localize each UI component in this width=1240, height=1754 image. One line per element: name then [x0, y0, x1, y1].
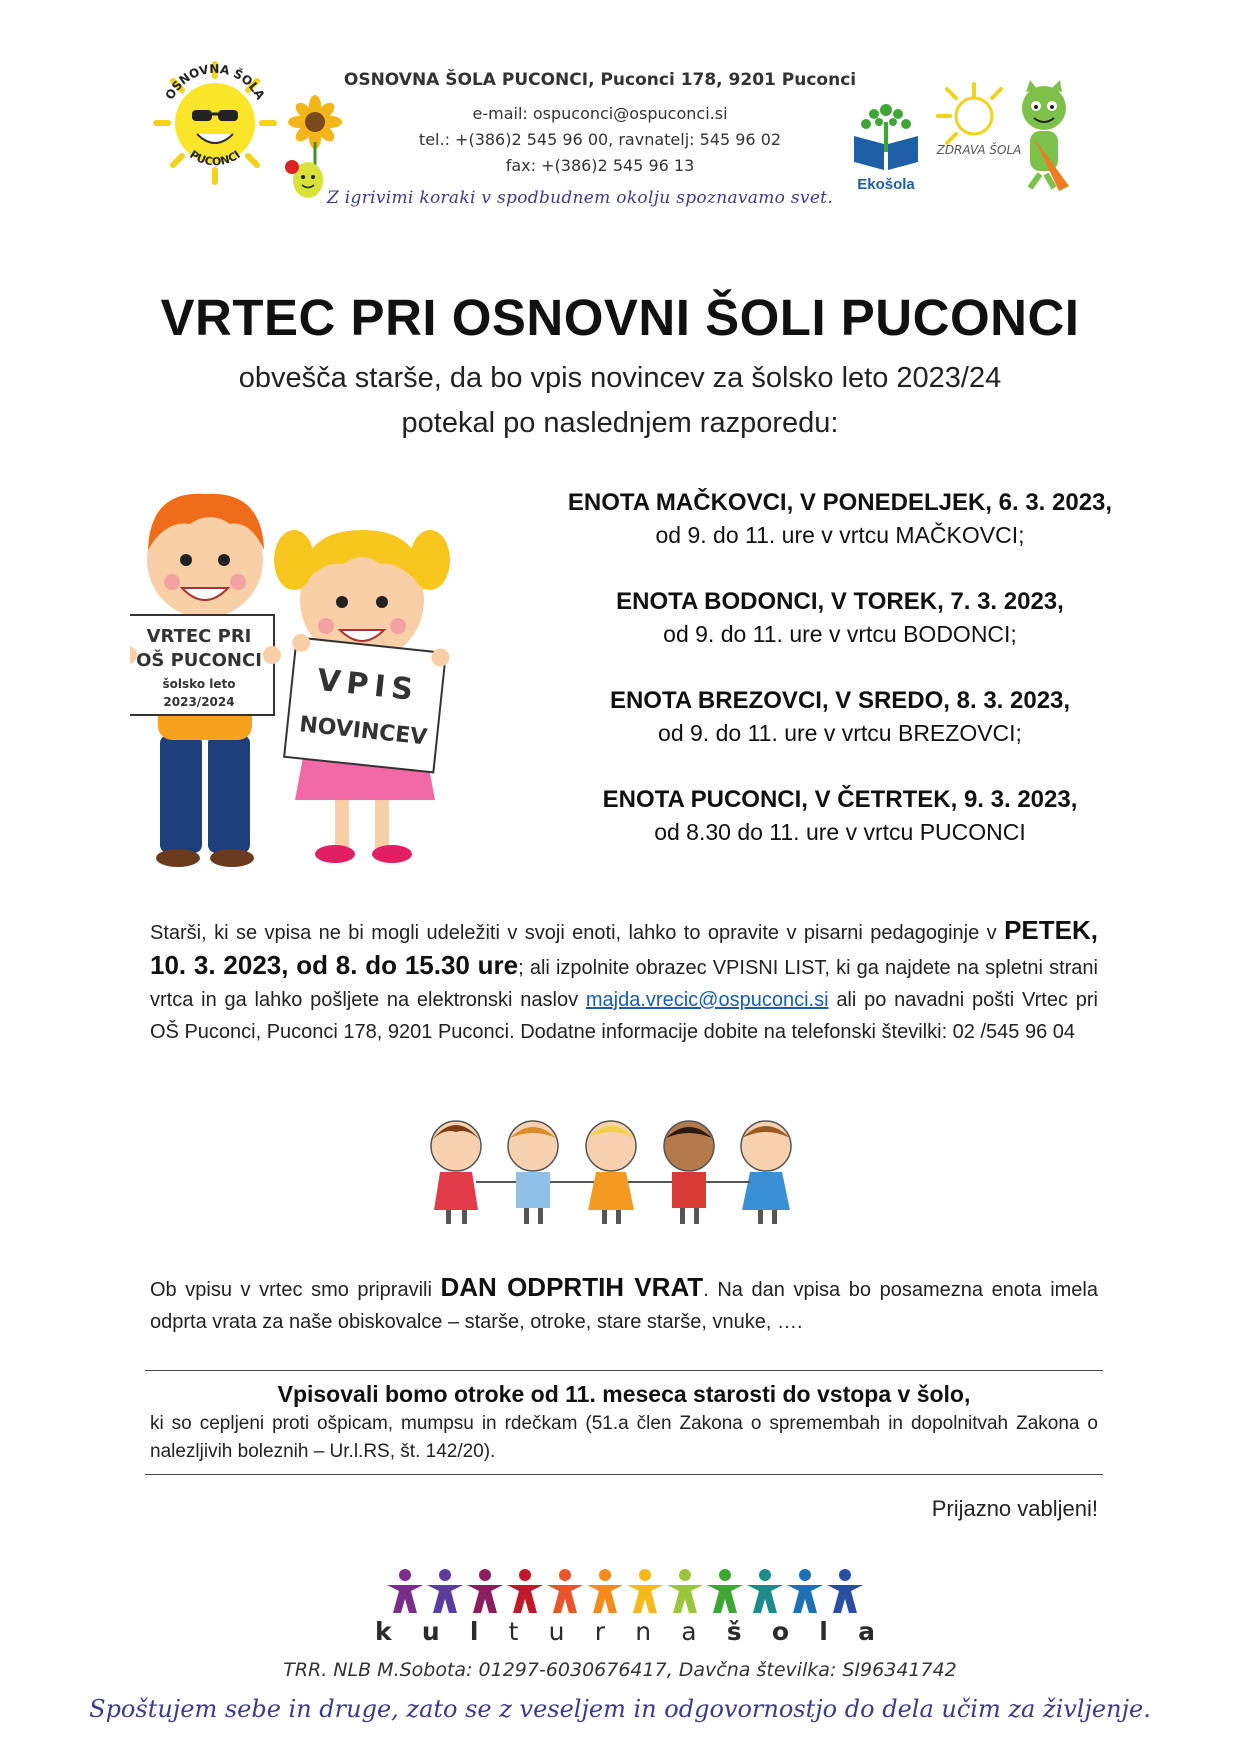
boy-sign-line-1: VRTEC PRI [146, 626, 252, 647]
closing-greeting: Prijazno vabljeni! [931, 1496, 1098, 1521]
school-sun-logo [150, 58, 280, 188]
schedule-item [510, 586, 1170, 685]
wordmark-letter: l [469, 1617, 479, 1646]
logo-text-bottom: PUCONCI [187, 147, 243, 169]
late-enrolment-date: PETEK, 10. 3. 2023, od 8. do 15.30 ure [150, 915, 1099, 980]
schedule-item [510, 784, 1170, 883]
vaccination-notice [145, 1370, 1103, 1475]
child-4 [664, 1121, 714, 1208]
open-day-text-1: Ob vpisu v vrtec smo pripravili [150, 1279, 432, 1301]
email-link[interactable]: majda.vrecic@ospuconci.si [585, 989, 829, 1011]
kulturna-figure [587, 1569, 623, 1613]
child-3 [586, 1121, 636, 1210]
schedule-heading: ENOTA BREZOVCI, V SREDO, 8. 3. 2023, [609, 687, 1071, 714]
notice-heading: Vpisovali bomo otroke od 11. meseca starosti do vstopa v šolo, [277, 1381, 971, 1407]
open-day-paragraph [150, 1271, 1098, 1338]
wordmark-letter: u [548, 1617, 565, 1646]
wordmark-letter: n [635, 1617, 652, 1646]
late-enrolment-paragraph [150, 914, 1098, 1048]
footer-motto: Spoštujem sebe in druge, zato se z veseljem in odgovornostjo do dela učim za življenje. [89, 1695, 1151, 1723]
intro-line-1: obvešča starše, da bo vpis novincev za šolsko leto 2023/24 [238, 362, 1002, 394]
wordmark-letter: t [508, 1617, 519, 1646]
open-day-highlight: DAN ODPRTIH VRAT [440, 1272, 704, 1302]
kulturna-figure [627, 1569, 663, 1613]
schedule-time: od 9. do 11. ure v vrtcu BREZOVCI; [658, 720, 1022, 746]
kulturna-sola-figures-icon [385, 1567, 865, 1617]
child-5 [741, 1121, 791, 1210]
kulturna-figure [387, 1569, 423, 1613]
kulturna-figure [827, 1569, 863, 1613]
kulturna-figure [707, 1569, 743, 1613]
schedule-heading: ENOTA PUCONCI, V ČETRTEK, 9. 3. 2023, [602, 786, 1078, 813]
boy-sign-line-4: 2023/2024 [163, 695, 235, 709]
bank-tax-info: TRR. NLB M.Sobota: 01297-6030676417, Davčna številka: SI96341742 [283, 1659, 957, 1681]
wordmark-letter: u [421, 1617, 440, 1646]
intro-line-2: potekal po naslednjem razporedu: [401, 407, 839, 439]
kulturna-figure [667, 1569, 703, 1613]
school-phone: tel.: +(386)2 545 96 00, ravnatelj: 545 96 02 [418, 130, 782, 149]
wordmark-letter: š [726, 1617, 742, 1646]
schedule-heading: ENOTA MAČKOVCI, V PONEDELJEK, 6. 3. 2023, [567, 489, 1113, 516]
enrolment-schedule [510, 487, 1170, 883]
boy-sign [130, 615, 281, 715]
schedule-time: od 9. do 11. ure v vrtcu BODONCI; [663, 621, 1017, 647]
girl-sign-line-2: NOVINCEV [298, 712, 429, 751]
kids-with-signs-illustration [130, 480, 510, 875]
late-enrolment-text-3: ali po navadni pošti Vrtec pri OŠ Puconci, Puconci 178, 9201 Puconci. Dodatne informacije dobite na telefonski številki: 02 /545 96 04 [150, 989, 1098, 1043]
children-holding-hands-illustration [420, 1110, 830, 1230]
wordmark-letter: a [858, 1617, 875, 1646]
schedule-time: od 8.30 do 11. ure v vrtcu PUCONCI [654, 819, 1026, 845]
ekosola-logo [846, 96, 926, 196]
child-1 [431, 1121, 481, 1210]
logo-text-top: OSNOVNA ŠOLA [162, 61, 268, 102]
boy-sign-line-3: šolsko leto [162, 677, 236, 691]
school-name: OSNOVNA ŠOLA PUCONCI, Puconci 178, 9201 Puconci [343, 70, 857, 90]
wordmark-letter: k [375, 1617, 392, 1646]
kulturna-figure [747, 1569, 783, 1613]
kulturna-figure [507, 1569, 543, 1613]
schedule-heading: ENOTA BODONCI, V TOREK, 7. 3. 2023, [616, 588, 1064, 615]
girl-sign [280, 633, 450, 773]
late-enrolment-text-2: ; ali izpolnite obrazec VPISNI LIST, ki ga najdete na spletni strani vrtca in ga lahko pošljete na elektronski naslov [150, 957, 1098, 1011]
kulturna-figure [787, 1569, 823, 1613]
wordmark-letter: o [771, 1617, 790, 1646]
kulturna-sola-wordmark [375, 1617, 875, 1646]
zdrava-sola-logo [934, 76, 1084, 196]
child-2 [508, 1121, 558, 1208]
wordmark-letter: r [594, 1617, 605, 1646]
wordmark-letter: a [681, 1617, 697, 1646]
boy-sign-line-2: OŠ PUCONCI [136, 650, 262, 671]
ekosola-label: Ekošola [857, 176, 915, 193]
late-enrolment-text-1: Starši, ki se vpisa ne bi mogli udeležiti v svoji enoti, lahko to opravite v pisarni pedagoginje v [150, 922, 997, 944]
kulturna-figure [547, 1569, 583, 1613]
school-email: e-mail: ospuconci@ospuconci.si [472, 104, 728, 123]
kulturna-figure [467, 1569, 503, 1613]
kulturna-figure [427, 1569, 463, 1613]
girl-sign-line-1: VPIS [315, 662, 421, 709]
notice-body: ki so cepljeni proti ošpicam, mumpsu in rdečkam (51.a člen Zakona o spremembah in dopolnitvah Zakona o nalezljivih boleznih – Ur.l.RS, št. 142/20). [150, 1413, 1098, 1462]
schedule-time: od 9. do 11. ure v vrtcu MAČKOVCI; [655, 522, 1025, 548]
schedule-item [510, 487, 1170, 586]
school-fax: fax: +(386)2 545 96 13 [505, 156, 695, 175]
zdrava-sola-label: ZDRAVA ŠOLA [936, 143, 1022, 157]
open-day-text-2: . Na dan vpisa bo posamezna enota imela odprta vrata za naše obiskovalce – starše, otroke, stare starše, vnuke, …. [150, 1279, 1098, 1333]
sun-face [175, 83, 255, 163]
schedule-item [510, 685, 1170, 784]
page-title: VRTEC PRI OSNOVNI ŠOLI PUCONCI [160, 289, 1080, 346]
school-motto: Z igrivimi koraki v spodbudnem okolju spoznavamo svet. [326, 188, 834, 208]
wordmark-letter: l [819, 1617, 828, 1646]
